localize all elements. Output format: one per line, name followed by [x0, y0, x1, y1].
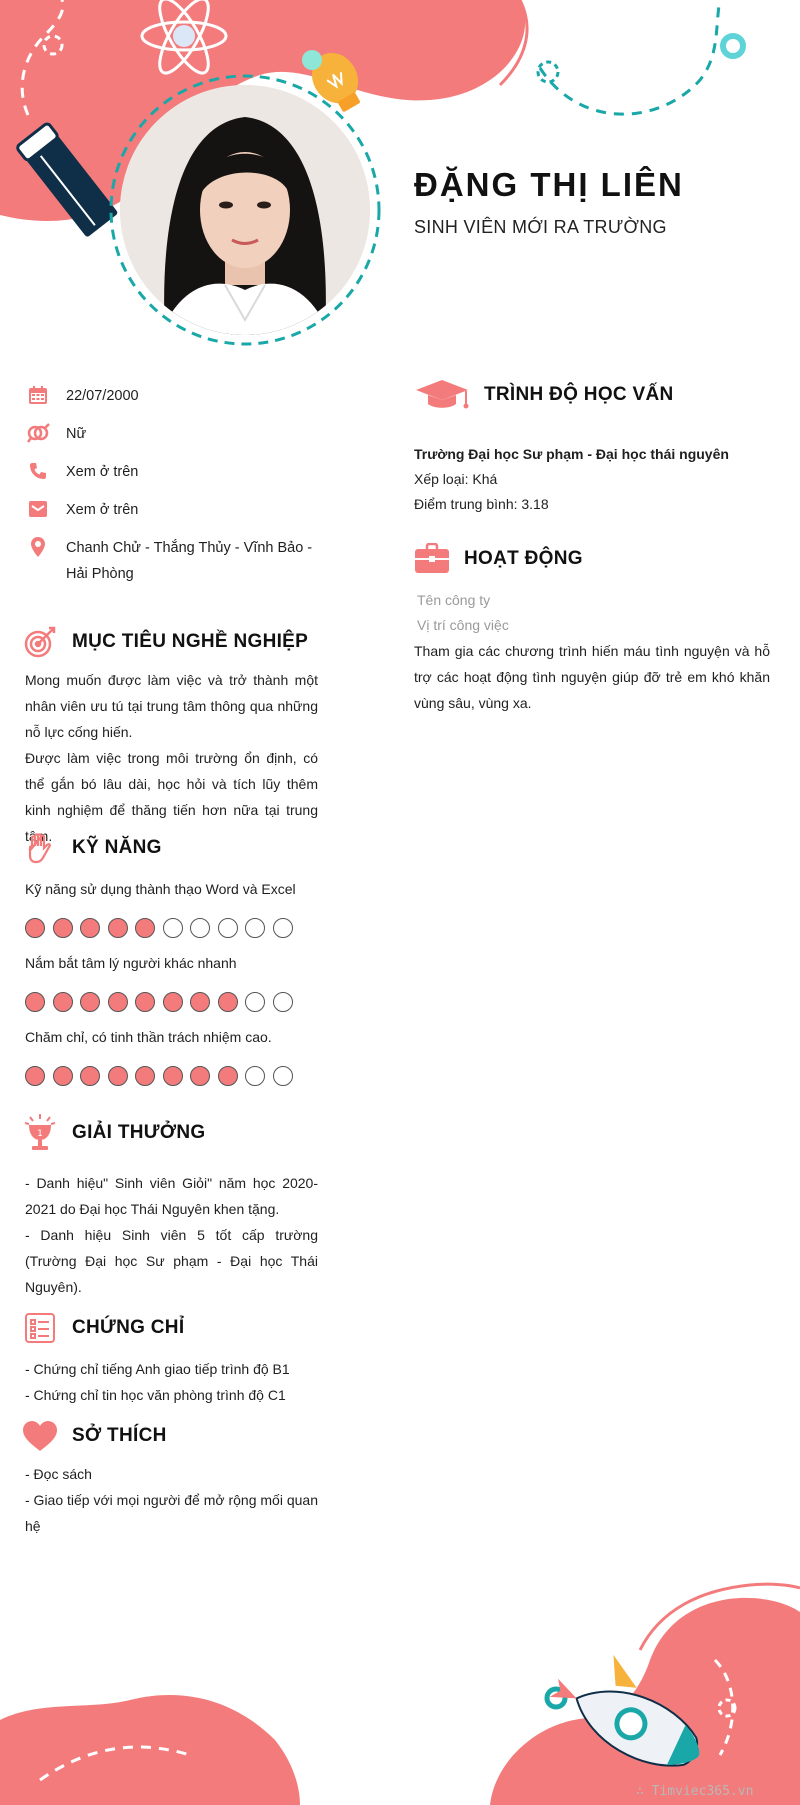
phone-row — [26, 459, 326, 485]
birthday-value: 22/07/2000 — [66, 388, 139, 404]
skill-rating — [25, 918, 293, 938]
awards-text: - Danh hiệu" Sinh viên Giỏi" năm học 2020-2021 do Đại học Thái Nguyên khen tặng. - Danh hiệu Sinh viên 5 tốt cấp trường (Trường Đại học Sư phạm - Đại học Thái Nguyên). — [25, 1175, 318, 1295]
email-icon — [26, 497, 50, 521]
rating-dot-filled — [108, 1066, 128, 1086]
education-heading: TRÌNH ĐỘ HỌC VẤN — [414, 377, 674, 413]
graduation-cap-icon — [414, 377, 470, 413]
watermark: ∴ Timviec365.vn — [636, 1784, 754, 1799]
rating-dot-filled — [135, 1066, 155, 1086]
rating-dot-filled — [80, 992, 100, 1012]
skill-rating — [25, 992, 293, 1012]
location-pin-icon — [26, 535, 50, 559]
email-row — [26, 497, 326, 523]
certificates-heading: CHỨNG CHỈ — [22, 1310, 184, 1346]
skill-label: Kỹ năng sử dụng thành thạo Word và Excel — [25, 881, 296, 897]
rating-dot-filled — [108, 918, 128, 938]
awards-heading: 1 GIẢI THƯỞNG — [22, 1115, 205, 1151]
rating-dot-filled — [80, 918, 100, 938]
rating-dot-empty — [245, 918, 265, 938]
candidate-title: SINH VIÊN MỚI RA TRƯỜNG — [414, 217, 667, 237]
rating-dot-empty — [273, 918, 293, 938]
rating-dot-filled — [25, 918, 45, 938]
email-value: Xem ở trên — [66, 502, 139, 518]
gender-row — [26, 421, 326, 447]
rating-dot-empty — [163, 918, 183, 938]
rating-dot-filled — [53, 992, 73, 1012]
activity-company: Tên công ty — [417, 592, 491, 608]
skill-rating — [25, 1066, 293, 1086]
address-value: Chanh Chử - Thắng Thủy - Vĩnh Bảo - Hải Phòng — [66, 540, 313, 582]
objective-text: Mong muốn được làm việc và trở thành một nhân viên ưu tú tại trung tâm thông qua những nỗ lực cống hiến. Được làm việc trong môi trường ổn định, có thể gắn bó lâu dài, học hỏi và tích lũy thêm kinh nghiệm để thăng tiến hơn nữa tại trung tâm. — [25, 672, 318, 844]
rating-dot-filled — [25, 992, 45, 1012]
activity-description: Tham gia các chương trình hiến máu tình nguyện và hỗ trợ các hoạt động tình nguyện giúp đỡ trẻ em khó khăn vùng sâu, vùng xa. — [414, 643, 770, 711]
target-icon — [22, 624, 58, 660]
heart-icon — [22, 1418, 58, 1454]
rating-dot-filled — [53, 1066, 73, 1086]
rating-dot-filled — [163, 1066, 183, 1086]
rating-dot-empty — [245, 992, 265, 1012]
briefcase-icon — [414, 541, 450, 577]
rating-dot-filled — [163, 992, 183, 1012]
photo-ring — [107, 72, 383, 348]
rating-dot-filled — [80, 1066, 100, 1086]
rating-dot-filled — [135, 918, 155, 938]
rating-dot-filled — [108, 992, 128, 1012]
rating-dot-filled — [190, 992, 210, 1012]
skills-heading: KỸ NĂNG — [22, 830, 162, 866]
rating-dot-empty — [273, 992, 293, 1012]
rating-dot-empty — [245, 1066, 265, 1086]
phone-icon — [26, 459, 50, 483]
objective-heading: MỤC TIÊU NGHỀ NGHIỆP — [22, 624, 308, 660]
rating-dot-filled — [218, 1066, 238, 1086]
rating-dot-empty — [190, 918, 210, 938]
address-row — [26, 535, 326, 587]
rating-dot-filled — [190, 1066, 210, 1086]
rating-dot-filled — [218, 992, 238, 1012]
gender-value: Nữ — [66, 426, 87, 442]
gender-icon — [26, 421, 50, 445]
rating-dot-filled — [53, 918, 73, 938]
hobbies-text: - Đọc sách - Giao tiếp với mọi người để mở rộng mối quan hệ — [25, 1466, 318, 1534]
skill-label: Chăm chỉ, có tinh thần trách nhiệm cao. — [25, 1029, 272, 1045]
certificates-text: - Chứng chỉ tiếng Anh giao tiếp trình độ B1 - Chứng chỉ tin học văn phòng trình độ C1 — [25, 1361, 290, 1403]
education-school: Trường Đại học Sư phạm - Đại học thái nguyên — [414, 446, 729, 462]
education-rank: Xếp loại: Khá — [414, 471, 498, 487]
rating-dot-empty — [218, 918, 238, 938]
skill-label: Nắm bắt tâm lý người khác nhanh — [25, 955, 237, 971]
candidate-name: ĐẶNG THỊ LIÊN — [414, 166, 684, 203]
svg-text:1: 1 — [37, 1129, 43, 1139]
education-gpa: Điểm trung bình: 3.18 — [414, 496, 549, 512]
phone-value: Xem ở trên — [66, 464, 139, 480]
calendar-icon — [26, 383, 50, 407]
activities-heading: HOẠT ĐỘNG — [414, 541, 583, 577]
hand-icon — [22, 830, 58, 866]
hobbies-heading: SỞ THÍCH — [22, 1418, 167, 1454]
checklist-icon — [22, 1310, 58, 1346]
rating-dot-empty — [273, 1066, 293, 1086]
activity-position: Vị trí công việc — [417, 617, 509, 633]
rating-dot-filled — [25, 1066, 45, 1086]
rating-dot-filled — [135, 992, 155, 1012]
trophy-icon — [22, 1115, 58, 1151]
birthday-row — [26, 383, 326, 409]
